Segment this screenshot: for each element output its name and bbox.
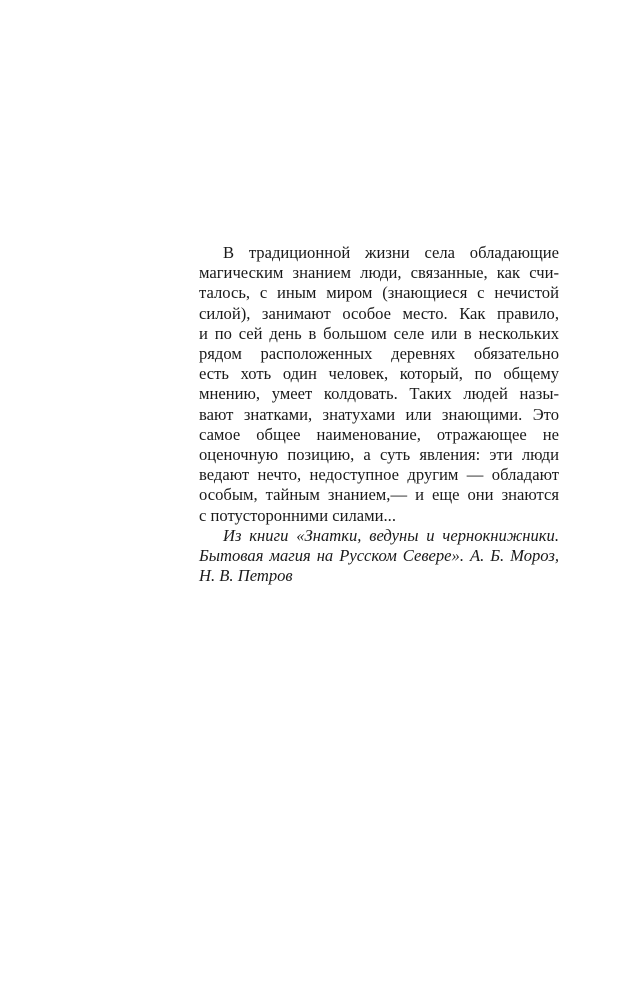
text-line: В традиционной жизни села обладающие (223, 243, 559, 262)
text-line: мнению, умеет колдовать. Таких людей назы- (199, 384, 559, 404)
citation-line: Н. В. Петров (199, 566, 293, 586)
citation-line: Бытовая магия на Русском Севере». А. Б. Мороз, (199, 546, 559, 566)
text-line: талось, с иным миром (знающиеся с нечистой (199, 283, 559, 303)
epigraph-paragraph (199, 243, 559, 526)
citation-line: Из книги «Знатки, ведуны и чернокнижники. (223, 525, 559, 545)
text-line: с потусторонними силами... (199, 505, 396, 525)
epigraph (199, 243, 559, 586)
text-line: есть хоть один человек, который, по общему (199, 364, 559, 384)
text-line: вают знатками, знатухами или знающими. Это (199, 404, 559, 424)
text-line: особым, тайным знанием,— и еще они знаются (199, 485, 559, 505)
epigraph-citation (199, 526, 559, 587)
text-line: ведают нечто, недоступное другим — обладают (199, 465, 559, 485)
text-line: рядом расположенных деревнях обязательно (199, 344, 559, 364)
text-line: оценочную позицию, а суть явления: эти люди (199, 445, 559, 465)
text-line: самое общее наименование, отражающее не (199, 424, 559, 444)
text-line: магическим знанием люди, связанные, как счи- (199, 263, 559, 283)
text-line: силой), занимают особое место. Как правило, (199, 303, 559, 323)
text-line: и по сей день в большом селе или в нескольких (199, 323, 559, 343)
